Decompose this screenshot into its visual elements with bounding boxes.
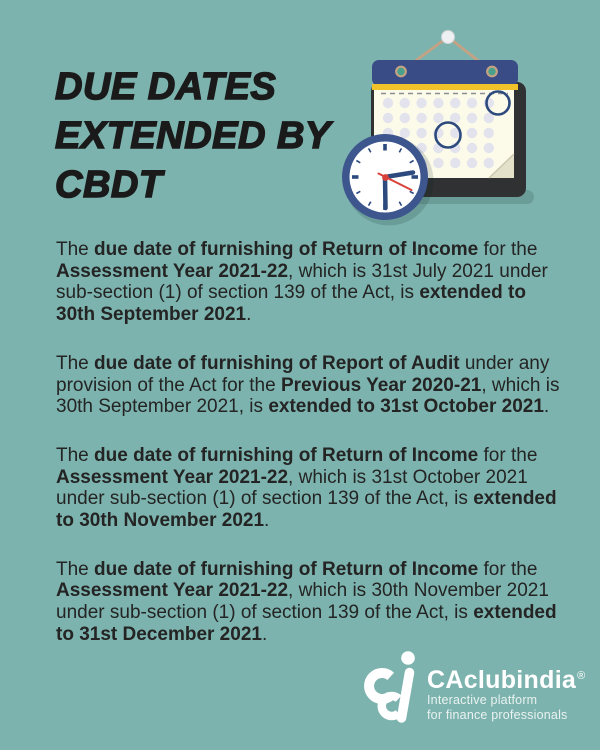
tagline-line-1: Interactive platform [427,693,538,707]
highlighted-text: Previous Year 2020-21 [280,374,482,396]
text-segment: . [264,510,270,532]
tagline-line-2: for finance professionals [427,707,568,722]
logo-text [427,663,586,725]
highlighted-text: extended to 30th November 2021 [56,488,557,532]
text-segment: , which is 31st July 2021 under sub-section (1) of section 139 of the Act, is [56,260,548,304]
highlighted-text: extended to 30th September 2021 [56,282,526,326]
text-segment: for the [478,239,538,260]
registered-mark: ® [577,670,586,682]
highlighted-text: extended to 31st October 2021 [268,396,544,418]
highlighted-text: due date of furnishing of Return of Income [94,444,479,466]
due-date-paragraph [56,353,563,418]
text-segment: under any provision of the Act for the [56,352,550,396]
minute-hand [385,177,386,208]
clock-center-cap [382,174,389,181]
text-segment: The [56,239,95,260]
text-segment: The [56,444,95,466]
highlighted-text: due date of furnishing of Report of Audit [94,352,460,374]
text-segment: , which is 31st October 2021 under sub-section (1) of section 139 of the Act, is [56,466,528,510]
brand-name-text: CAclubindia [427,666,577,694]
calendar-clock-illustration [325,18,580,233]
text-segment: , which is 30th September 2021, is [56,374,560,418]
highlighted-text: extended to 31st December 2021 [56,602,557,645]
title-line-1: DUE DATES [55,66,277,108]
title-line-2: EXTENDED BY [55,115,331,157]
text-segment: . [261,623,268,645]
text-segment: for the [478,558,538,580]
title-line-3: CBDT [55,164,163,206]
highlighted-text: due date of furnishing of Return of Income [94,558,479,580]
brand-name [427,663,586,693]
text-segment: The [56,558,95,580]
page-title [55,63,331,210]
text-segment: . [246,304,252,326]
cci-logo-mark-icon [362,647,420,725]
text-segment: for the [478,444,538,466]
due-date-paragraph [56,559,563,646]
text-segment: . [543,396,550,418]
caclubindia-logo [362,647,586,725]
due-date-paragraph [56,445,563,532]
due-date-paragraph [56,239,563,326]
highlighted-text: Assessment Year 2021-22 [56,580,289,602]
pin-icon [442,31,455,44]
text-segment: The [56,352,95,374]
paragraph-list [56,239,563,673]
highlighted-text: Assessment Year 2021-22 [56,466,289,488]
text-segment: , which is 30th November 2021 under sub-section (1) of section 139 of the Act, is [56,580,549,624]
calendar-yellow-stripe [372,84,518,90]
highlighted-text: Assessment Year 2021-22 [56,260,289,282]
highlighted-text: due date of furnishing of Return of Income [94,239,479,260]
